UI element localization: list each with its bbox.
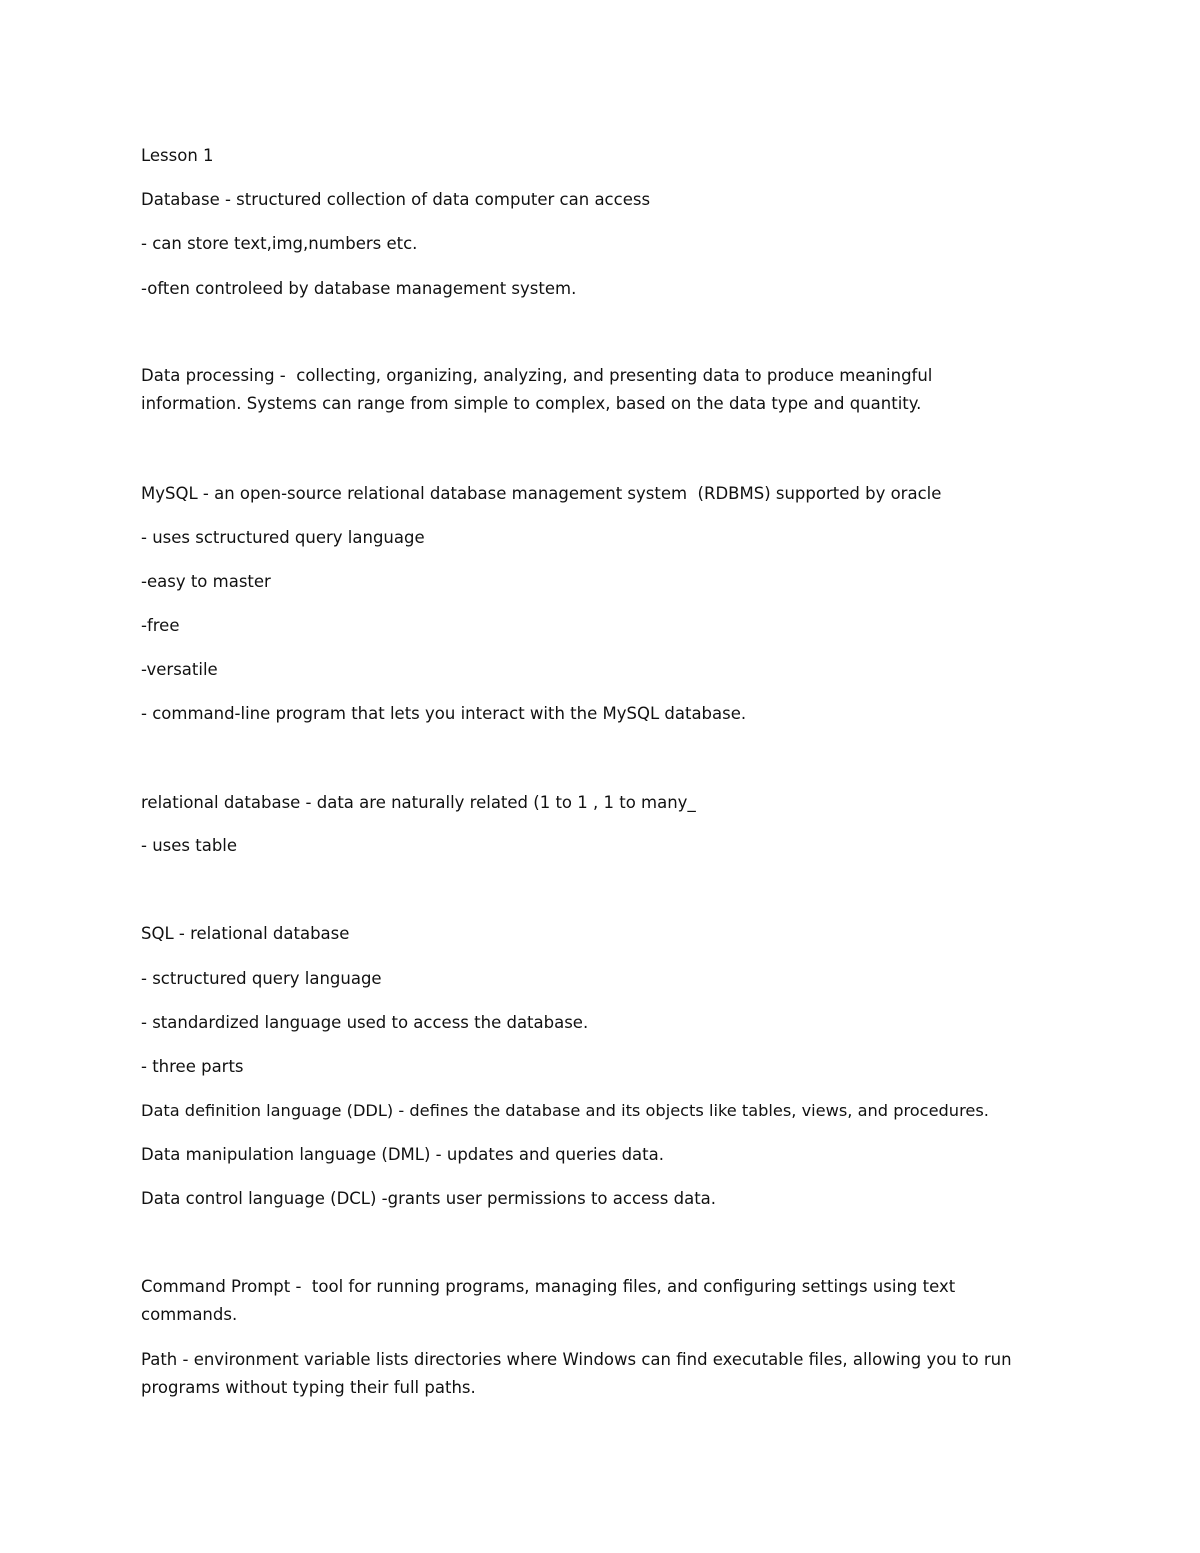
mysql-note-sql: - uses sctructured query language [141, 528, 425, 547]
mysql-note-versatile: -versatile [141, 660, 218, 679]
relational-database-note: - uses table [141, 836, 238, 855]
sql-note-standard: - standardized language used to access the database. [141, 1013, 589, 1032]
sql-note-name: - sctructured query language [141, 969, 382, 988]
sql-definition: SQL - relational database [141, 924, 350, 943]
relational-database-definition: relational database - data are naturally related (1 to 1 , 1 to many_ [141, 793, 696, 812]
dcl-definition: Data control language (DCL) -grants user permissions to access data. [141, 1189, 717, 1208]
data-processing-definition: Data processing - collecting, organizing, analyzing, and presenting data to produce meaningful information. Systems can range from simple to complex, based on the data type and quantity. [141, 366, 938, 413]
mysql-note-free: -free [141, 616, 180, 635]
database-note-storage: - can store text,img,numbers etc. [141, 234, 418, 253]
dml-definition: Data manipulation language (DML) - updates and queries data. [141, 1145, 664, 1164]
lesson-heading: Lesson 1 [141, 146, 214, 165]
command-prompt-definition: Command Prompt - tool for running programs, managing files, and configuring settings using text commands. [141, 1277, 961, 1324]
database-note-dbms: -often controleed by database management system. [141, 279, 577, 298]
mysql-definition: MySQL - an open-source relational database management system (RDBMS) supported by oracle [141, 484, 942, 503]
mysql-note-easy: -easy to master [141, 572, 271, 591]
path-definition: Path - environment variable lists directories where Windows can find executable files, allowing you to run programs without typing their full paths. [141, 1350, 1017, 1397]
database-definition: Database - structured collection of data computer can access [141, 190, 651, 209]
mysql-note-cli: - command-line program that lets you interact with the MySQL database. [141, 704, 747, 723]
ddl-definition: Data definition language (DDL) - defines the database and its objects like tables, views, and procedures. [141, 1101, 989, 1120]
sql-note-parts: - three parts [141, 1057, 244, 1076]
